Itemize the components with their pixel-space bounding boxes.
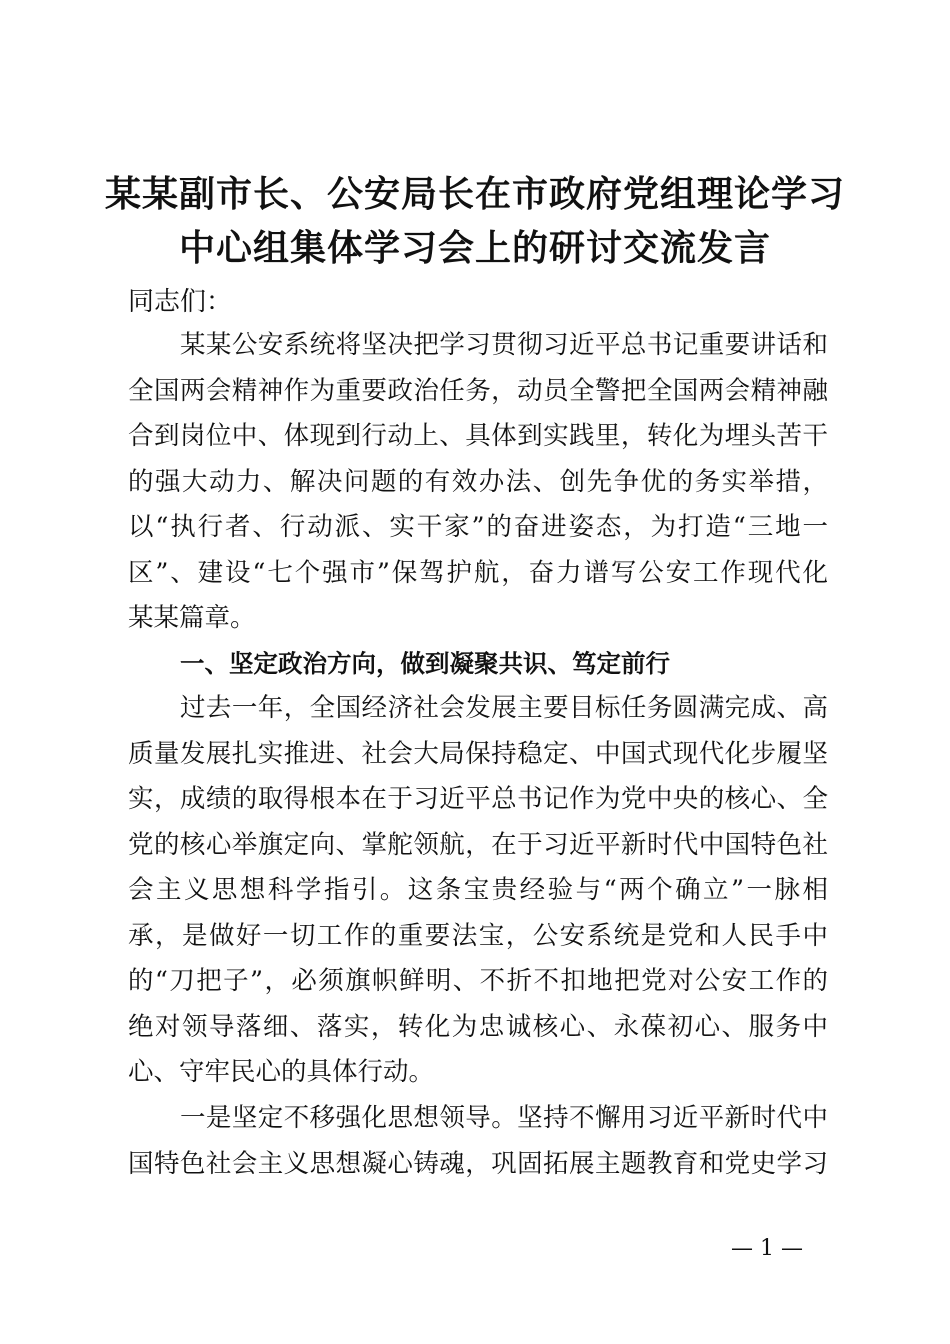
section-heading-text: 一、坚定政治方向，做到凝聚共识、笃定前行: [180, 649, 670, 678]
paragraph-line: 某某篇章。: [128, 603, 256, 633]
document-title-line-2: 中心组集体学习会上的研讨交流发言: [178, 228, 771, 269]
paragraph-line: 一是坚定不移强化思想领导。坚持不懈用习近平新时代中: [180, 1103, 828, 1133]
paragraph-1: [128, 686, 828, 1096]
salutation: 同志们：: [128, 287, 233, 317]
document-title-line-1: 某某副市长、公安局长在市政府党组理论学习: [104, 174, 845, 215]
paragraph-line: 会主义思想科学指引。这条宝贵经验与“两个确立”一脉相: [128, 875, 828, 905]
paragraph-line: 质量发展扎实推进、社会大局保持稳定、中国式现代化步履坚: [128, 738, 828, 769]
paragraph-line: 过去一年，全国经济社会发展主要目标任务圆满完成、高: [180, 693, 828, 723]
paragraph-line: 以“执行者、行动派、实干家”的奋进姿态，为打造“三地一: [128, 512, 828, 542]
paragraph-line: 心、守牢民心的具体行动。: [128, 1057, 435, 1087]
page-number: — 1 —: [731, 1236, 803, 1261]
paragraph-line: 的强大动力、解决问题的有效办法、创先争优的务实举措，: [128, 466, 828, 497]
paragraph-line: 绝对领导落细、落实，转化为忠诚核心、永葆初心、服务中: [128, 1011, 828, 1042]
section-heading: [128, 641, 828, 687]
paragraph-line: 承，是做好一切工作的重要法宝，公安系统是党和人民手中: [128, 920, 828, 951]
paragraph-line: 区”、建设“七个强市”保驾护航，奋力谱写公安工作现代化: [128, 557, 828, 588]
paragraph-line: 全国两会精神作为重要政治任务，动员全警把全国两会精神融: [128, 375, 828, 406]
paragraph-line: 的“刀把子”，必须旗帜鲜明、不折不扣地把党对公安工作的: [128, 966, 828, 996]
paragraph-line: 国特色社会主义思想凝心铸魂，巩固拓展主题教育和党史学习: [128, 1148, 828, 1179]
paragraph-line: 实，成绩的取得根本在于习近平总书记作为党中央的核心、全: [128, 784, 828, 814]
intro-paragraph: [128, 323, 828, 642]
paragraph-2: [128, 1096, 828, 1187]
paragraph-line: 合到岗位中、体现到行动上、具体到实践里，转化为埋头苦干: [128, 421, 828, 451]
paragraph-line: 某某公安系统将坚决把学习贯彻习近平总书记重要讲话和: [180, 330, 828, 360]
paragraph-line: 党的核心举旗定向、掌舵领航，在于习近平新时代中国特色社: [128, 829, 828, 860]
